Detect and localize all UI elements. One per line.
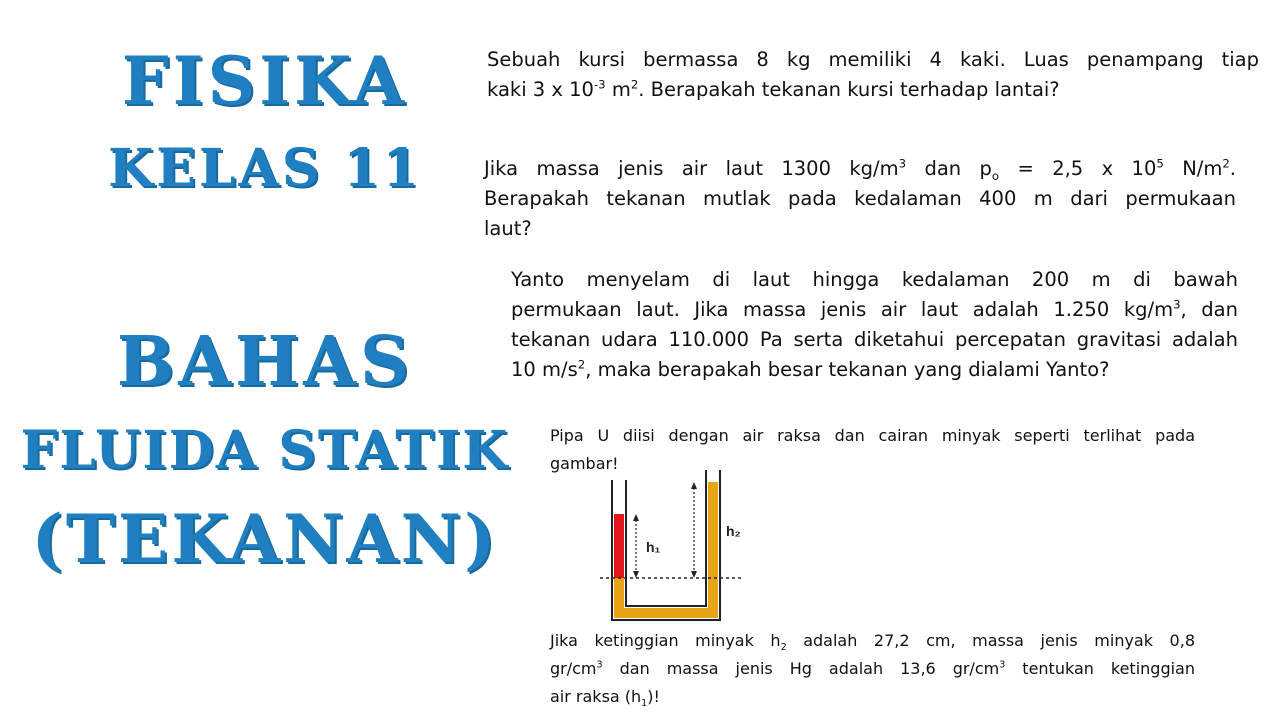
mercury-fill [614,482,718,618]
oil-column [614,514,624,578]
q5-line1: Jika ketinggian minyak $h_2$ adalah 27,2 cm, massa jenis minyak 0,8 [550,631,1195,654]
title-kelas: KELAS 11 [108,138,422,199]
q4-line1: Pipa U diisi dengan air raksa dan cairan minyak seperti terlihat pada [550,426,1195,445]
q3-line2: permukaan laut. Jika massa jenis air laut adalah 1.250 $kg/m^3$, dan [511,297,1238,321]
q4-line2: gambar! [550,454,619,473]
title-bahas: BAHAS [116,322,414,402]
q3-line4: 10 $m/s^2$, maka berapakah besar tekanan yang dialami Yanto? [511,357,1110,381]
question-4-body [550,627,1195,711]
q2-line3: laut? [484,217,532,240]
h2-label: h₂ [726,523,741,539]
q1-line1: Sebuah kursi bermassa 8 kg memiliki 4 kaki. Luas penampang tiap [487,48,1259,71]
q1-line2: kaki 3 x $10^{-3}$ $m^2$. Berapakah tekanan kursi terhadap lantai? [487,77,1060,101]
q2-line2: Berapakah tekanan mutlak pada kedalaman 400 m dari permukaan [484,187,1236,210]
q5-line2: $gr/cm^3$ dan massa jenis Hg adalah 13,6 $gr/cm^3$ tentukan ketinggian [550,659,1195,678]
h1-label: h₁ [646,539,661,555]
q3-line1: Yanto menyelam di laut hingga kedalaman 200 m di bawah [511,268,1238,291]
question-1 [487,45,1259,105]
q2-line1: Jika massa jenis air laut 1300 $kg/m^3$ dan $p_o = 2,5$ x $10^5$ $N/m^2$. [484,156,1236,183]
question-3 [511,265,1238,385]
title-fisika: FISIKA [121,42,409,120]
question-2 [484,154,1236,244]
title-subtopic: (TEKANAN) [31,500,499,578]
q3-line3: tekanan udara 110.000 Pa serta diketahui percepatan gravitasi adalah [511,328,1238,351]
u-tube-diagram [590,470,750,630]
tube-outline [612,470,720,620]
q5-line3: air raksa $(h_1)$! [550,687,660,710]
title-topic: FLUIDA STATIK [20,420,510,481]
